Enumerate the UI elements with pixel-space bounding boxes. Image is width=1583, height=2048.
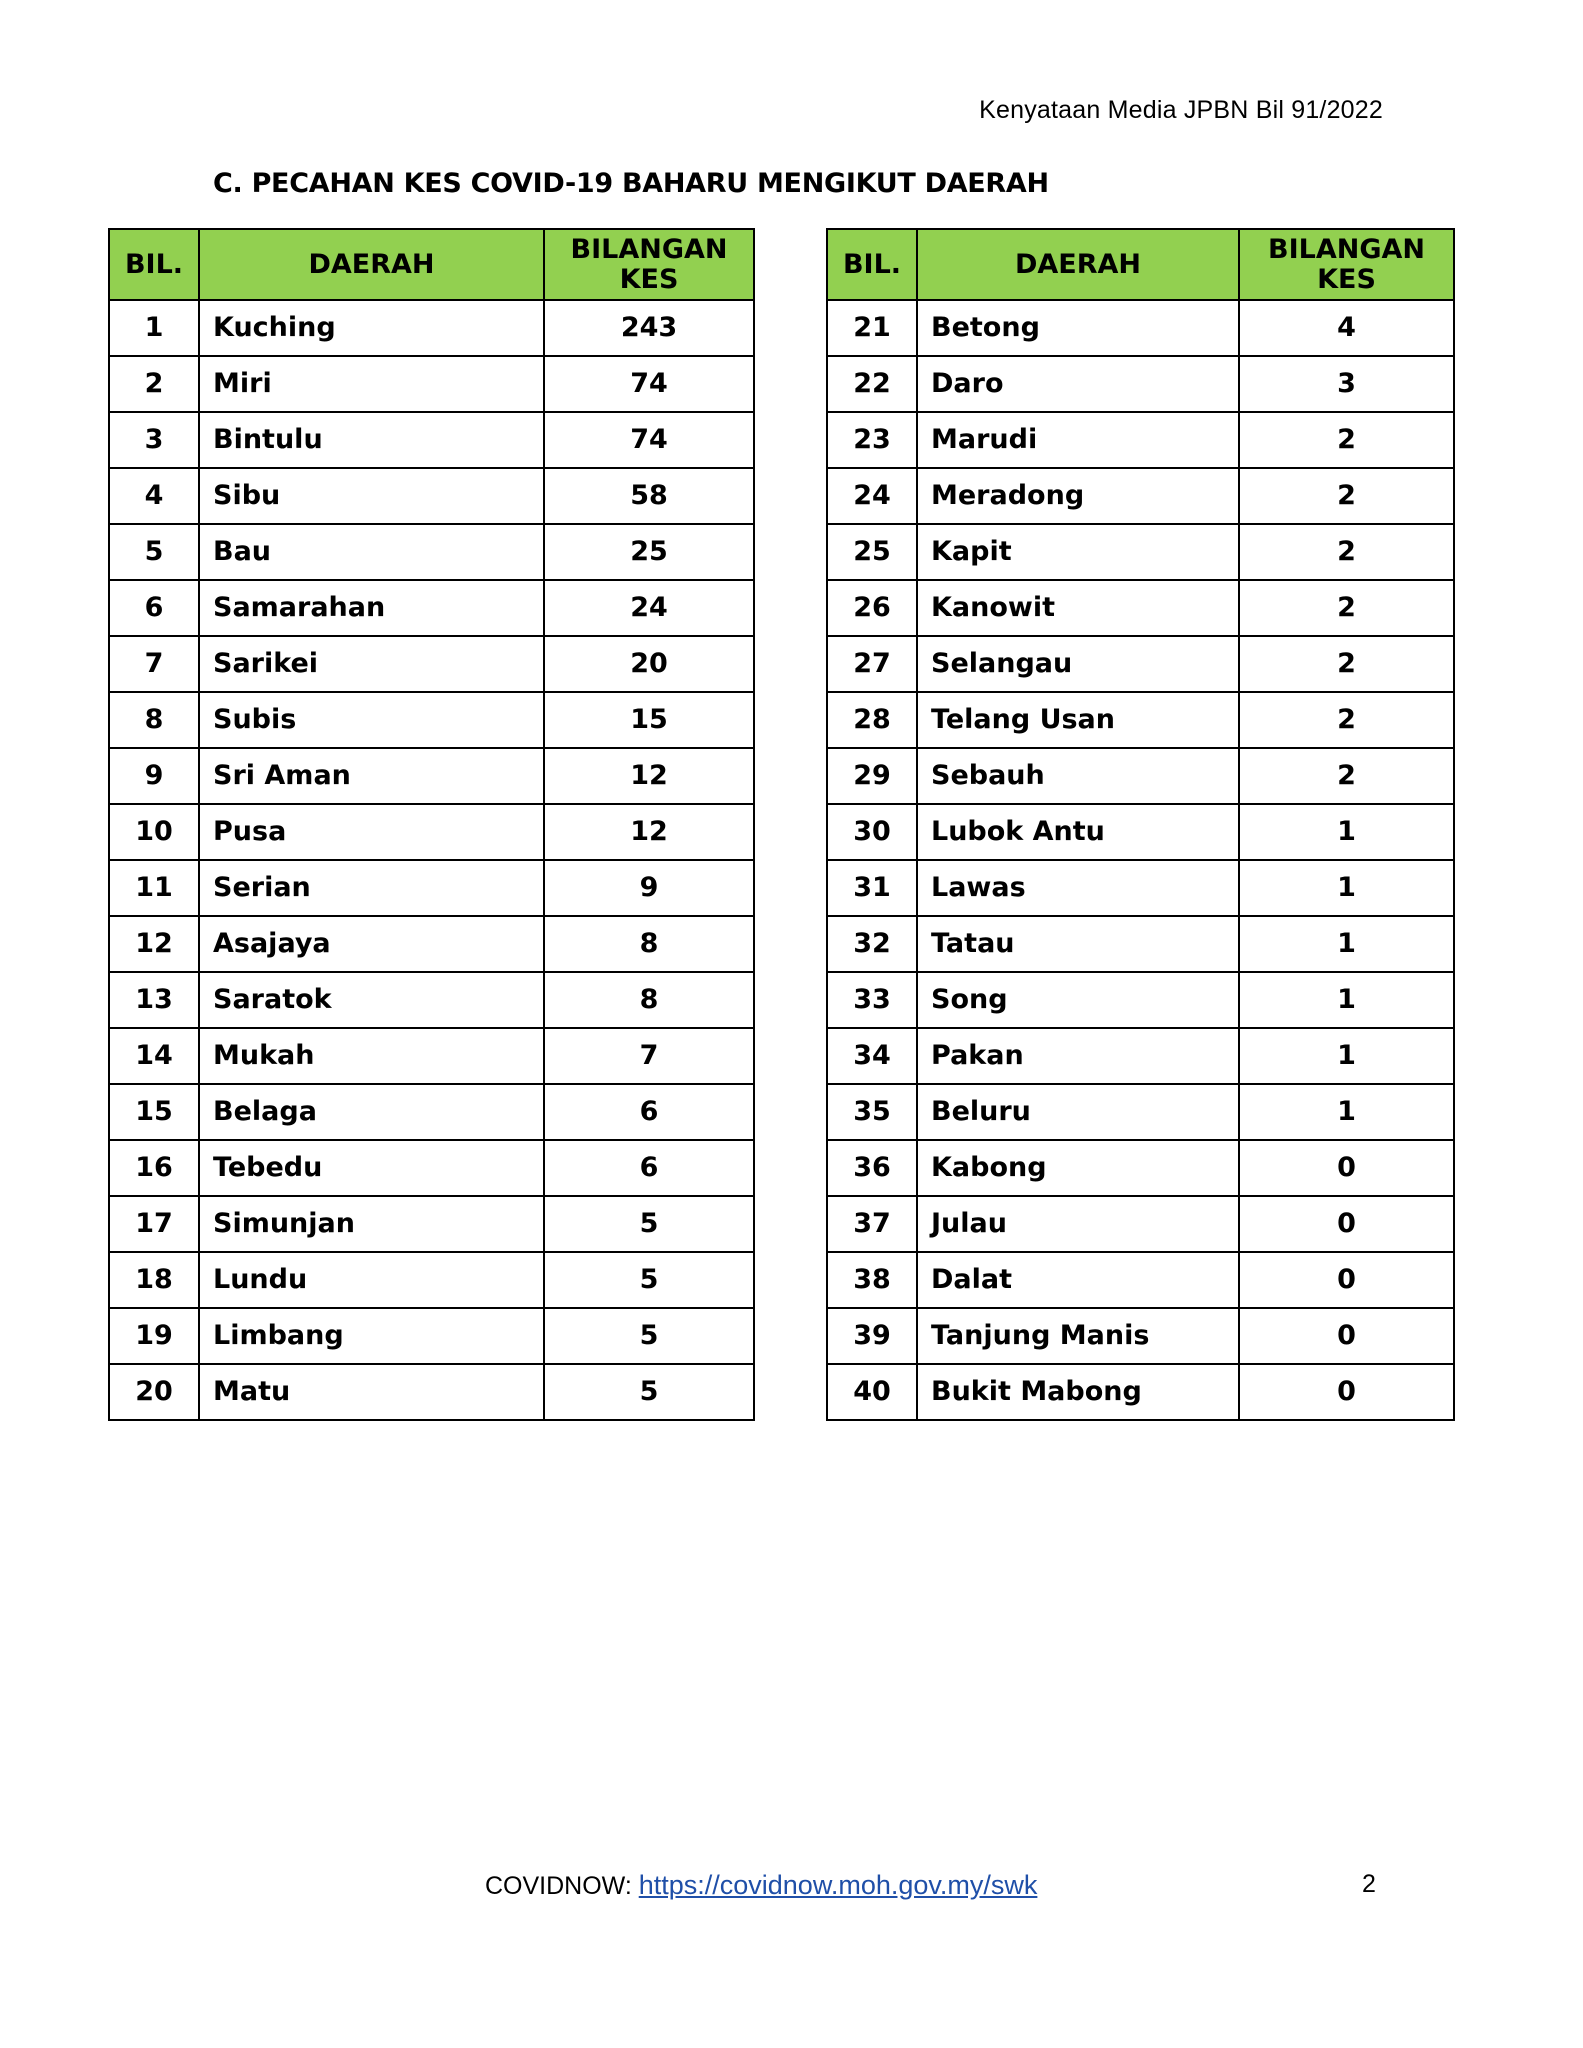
row-number: 15 — [109, 1084, 199, 1140]
case-count: 24 — [544, 580, 754, 636]
case-count: 15 — [544, 692, 754, 748]
row-number: 25 — [827, 524, 917, 580]
footer-label: COVIDNOW: — [485, 1872, 639, 1900]
row-number: 39 — [827, 1308, 917, 1364]
table-row — [827, 972, 1454, 1028]
document-reference: Kenyataan Media JPBN Bil 91/2022 — [979, 96, 1383, 124]
district-name: Lubok Antu — [917, 804, 1239, 860]
district-name: Dalat — [917, 1252, 1239, 1308]
row-number: 18 — [109, 1252, 199, 1308]
district-name: Lundu — [199, 1252, 544, 1308]
header-bilangan-line1: BILANGAN — [570, 233, 728, 265]
case-count: 74 — [544, 356, 754, 412]
table-row — [109, 748, 754, 804]
case-count: 9 — [544, 860, 754, 916]
table-row — [109, 1196, 754, 1252]
row-number: 26 — [827, 580, 917, 636]
case-count: 5 — [544, 1196, 754, 1252]
table-row — [827, 1252, 1454, 1308]
row-number: 2 — [109, 356, 199, 412]
district-name: Kanowit — [917, 580, 1239, 636]
district-name: Kuching — [199, 300, 544, 356]
district-name: Limbang — [199, 1308, 544, 1364]
case-count: 0 — [1239, 1308, 1454, 1364]
table-row — [827, 636, 1454, 692]
row-number: 9 — [109, 748, 199, 804]
page-number: 2 — [1362, 1870, 1376, 1898]
header-daerah: DAERAH — [199, 229, 544, 300]
case-count: 12 — [544, 804, 754, 860]
table-row — [827, 916, 1454, 972]
district-name: Serian — [199, 860, 544, 916]
district-name: Saratok — [199, 972, 544, 1028]
case-count: 1 — [1239, 804, 1454, 860]
district-name: Selangau — [917, 636, 1239, 692]
table-row — [109, 468, 754, 524]
table-row — [827, 860, 1454, 916]
case-count: 5 — [544, 1364, 754, 1420]
table-row — [109, 1364, 754, 1420]
district-name: Mukah — [199, 1028, 544, 1084]
row-number: 21 — [827, 300, 917, 356]
table-row — [109, 972, 754, 1028]
row-number: 20 — [109, 1364, 199, 1420]
table-row — [109, 804, 754, 860]
row-number: 3 — [109, 412, 199, 468]
row-number: 33 — [827, 972, 917, 1028]
case-count: 3 — [1239, 356, 1454, 412]
table-row — [827, 412, 1454, 468]
case-count: 2 — [1239, 580, 1454, 636]
district-name: Pakan — [917, 1028, 1239, 1084]
district-name: Samarahan — [199, 580, 544, 636]
case-count: 2 — [1239, 468, 1454, 524]
district-name: Miri — [199, 356, 544, 412]
table-row — [109, 692, 754, 748]
district-table-right — [826, 228, 1455, 1421]
row-number: 13 — [109, 972, 199, 1028]
district-name: Pusa — [199, 804, 544, 860]
row-number: 24 — [827, 468, 917, 524]
row-number: 37 — [827, 1196, 917, 1252]
table-row — [109, 636, 754, 692]
table-row — [827, 1140, 1454, 1196]
table-row — [827, 468, 1454, 524]
district-name: Bintulu — [199, 412, 544, 468]
table-row — [827, 692, 1454, 748]
case-count: 4 — [1239, 300, 1454, 356]
district-name: Betong — [917, 300, 1239, 356]
header-daerah: DAERAH — [917, 229, 1239, 300]
row-number: 19 — [109, 1308, 199, 1364]
district-name: Bau — [199, 524, 544, 580]
row-number: 7 — [109, 636, 199, 692]
table-row — [109, 300, 754, 356]
case-count: 7 — [544, 1028, 754, 1084]
district-name: Tanjung Manis — [917, 1308, 1239, 1364]
row-number: 36 — [827, 1140, 917, 1196]
case-count: 0 — [1239, 1252, 1454, 1308]
table-row — [827, 748, 1454, 804]
row-number: 10 — [109, 804, 199, 860]
table-row — [109, 860, 754, 916]
case-count: 58 — [544, 468, 754, 524]
case-count: 20 — [544, 636, 754, 692]
district-name: Sri Aman — [199, 748, 544, 804]
table-row — [827, 300, 1454, 356]
row-number: 30 — [827, 804, 917, 860]
header-bilangan-line2: KES — [619, 263, 679, 295]
row-number: 17 — [109, 1196, 199, 1252]
row-number: 29 — [827, 748, 917, 804]
case-count: 5 — [544, 1308, 754, 1364]
case-count: 1 — [1239, 1084, 1454, 1140]
case-count: 0 — [1239, 1196, 1454, 1252]
case-count: 0 — [1239, 1364, 1454, 1420]
row-number: 1 — [109, 300, 199, 356]
table-row — [827, 1308, 1454, 1364]
row-number: 22 — [827, 356, 917, 412]
district-name: Kabong — [917, 1140, 1239, 1196]
header-bilangan-kes — [1239, 229, 1454, 300]
covidnow-link[interactable]: https://covidnow.moh.gov.my/swk — [638, 1870, 1038, 1900]
table-row — [109, 580, 754, 636]
table-row — [109, 1252, 754, 1308]
table-header-row — [109, 229, 754, 300]
district-name: Sibu — [199, 468, 544, 524]
row-number: 32 — [827, 916, 917, 972]
table-row — [827, 580, 1454, 636]
district-name: Julau — [917, 1196, 1239, 1252]
row-number: 14 — [109, 1028, 199, 1084]
district-name: Matu — [199, 1364, 544, 1420]
table-row — [827, 356, 1454, 412]
case-count: 2 — [1239, 748, 1454, 804]
table-row — [109, 1308, 754, 1364]
row-number: 12 — [109, 916, 199, 972]
header-bilangan-line1: BILANGAN — [1268, 233, 1425, 265]
row-number: 4 — [109, 468, 199, 524]
district-name: Belaga — [199, 1084, 544, 1140]
row-number: 38 — [827, 1252, 917, 1308]
district-name: Simunjan — [199, 1196, 544, 1252]
case-count: 0 — [1239, 1140, 1454, 1196]
district-name: Bukit Mabong — [917, 1364, 1239, 1420]
row-number: 5 — [109, 524, 199, 580]
table-row — [827, 524, 1454, 580]
row-number: 8 — [109, 692, 199, 748]
case-count: 1 — [1239, 860, 1454, 916]
footer — [485, 1870, 1037, 1901]
header-bil: BIL. — [827, 229, 917, 300]
district-name: Daro — [917, 356, 1239, 412]
district-table-left — [108, 228, 755, 1421]
row-number: 34 — [827, 1028, 917, 1084]
case-count: 2 — [1239, 692, 1454, 748]
table-row — [109, 1084, 754, 1140]
table-row — [109, 412, 754, 468]
case-count: 25 — [544, 524, 754, 580]
table-header-row — [827, 229, 1454, 300]
district-name: Subis — [199, 692, 544, 748]
district-name: Kapit — [917, 524, 1239, 580]
district-name: Telang Usan — [917, 692, 1239, 748]
case-count: 1 — [1239, 972, 1454, 1028]
case-count: 6 — [544, 1140, 754, 1196]
row-number: 16 — [109, 1140, 199, 1196]
case-count: 2 — [1239, 412, 1454, 468]
table-row — [109, 524, 754, 580]
table-row — [109, 1140, 754, 1196]
case-count: 8 — [544, 916, 754, 972]
table-row — [109, 356, 754, 412]
district-name: Sarikei — [199, 636, 544, 692]
row-number: 40 — [827, 1364, 917, 1420]
district-name: Song — [917, 972, 1239, 1028]
district-name: Lawas — [917, 860, 1239, 916]
case-count: 74 — [544, 412, 754, 468]
case-count: 5 — [544, 1252, 754, 1308]
table-row — [109, 916, 754, 972]
case-count: 2 — [1239, 524, 1454, 580]
row-number: 28 — [827, 692, 917, 748]
row-number: 31 — [827, 860, 917, 916]
row-number: 35 — [827, 1084, 917, 1140]
district-name: Meradong — [917, 468, 1239, 524]
section-title: C. PECAHAN KES COVID-19 BAHARU MENGIKUT DAERAH — [213, 168, 1049, 199]
table-row — [109, 1028, 754, 1084]
table-row — [827, 1196, 1454, 1252]
table-row — [827, 1084, 1454, 1140]
row-number: 23 — [827, 412, 917, 468]
district-name: Beluru — [917, 1084, 1239, 1140]
case-count: 8 — [544, 972, 754, 1028]
row-number: 27 — [827, 636, 917, 692]
district-name: Tebedu — [199, 1140, 544, 1196]
case-count: 243 — [544, 300, 754, 356]
table-row — [827, 1028, 1454, 1084]
district-name: Marudi — [917, 412, 1239, 468]
row-number: 11 — [109, 860, 199, 916]
case-count: 1 — [1239, 1028, 1454, 1084]
header-bilangan-line2: KES — [1317, 263, 1376, 295]
case-count: 12 — [544, 748, 754, 804]
table-row — [827, 1364, 1454, 1420]
district-name: Sebauh — [917, 748, 1239, 804]
case-count: 2 — [1239, 636, 1454, 692]
row-number: 6 — [109, 580, 199, 636]
header-bilangan-kes — [544, 229, 754, 300]
table-row — [827, 804, 1454, 860]
case-count: 6 — [544, 1084, 754, 1140]
district-name: Tatau — [917, 916, 1239, 972]
header-bil: BIL. — [109, 229, 199, 300]
case-count: 1 — [1239, 916, 1454, 972]
district-name: Asajaya — [199, 916, 544, 972]
